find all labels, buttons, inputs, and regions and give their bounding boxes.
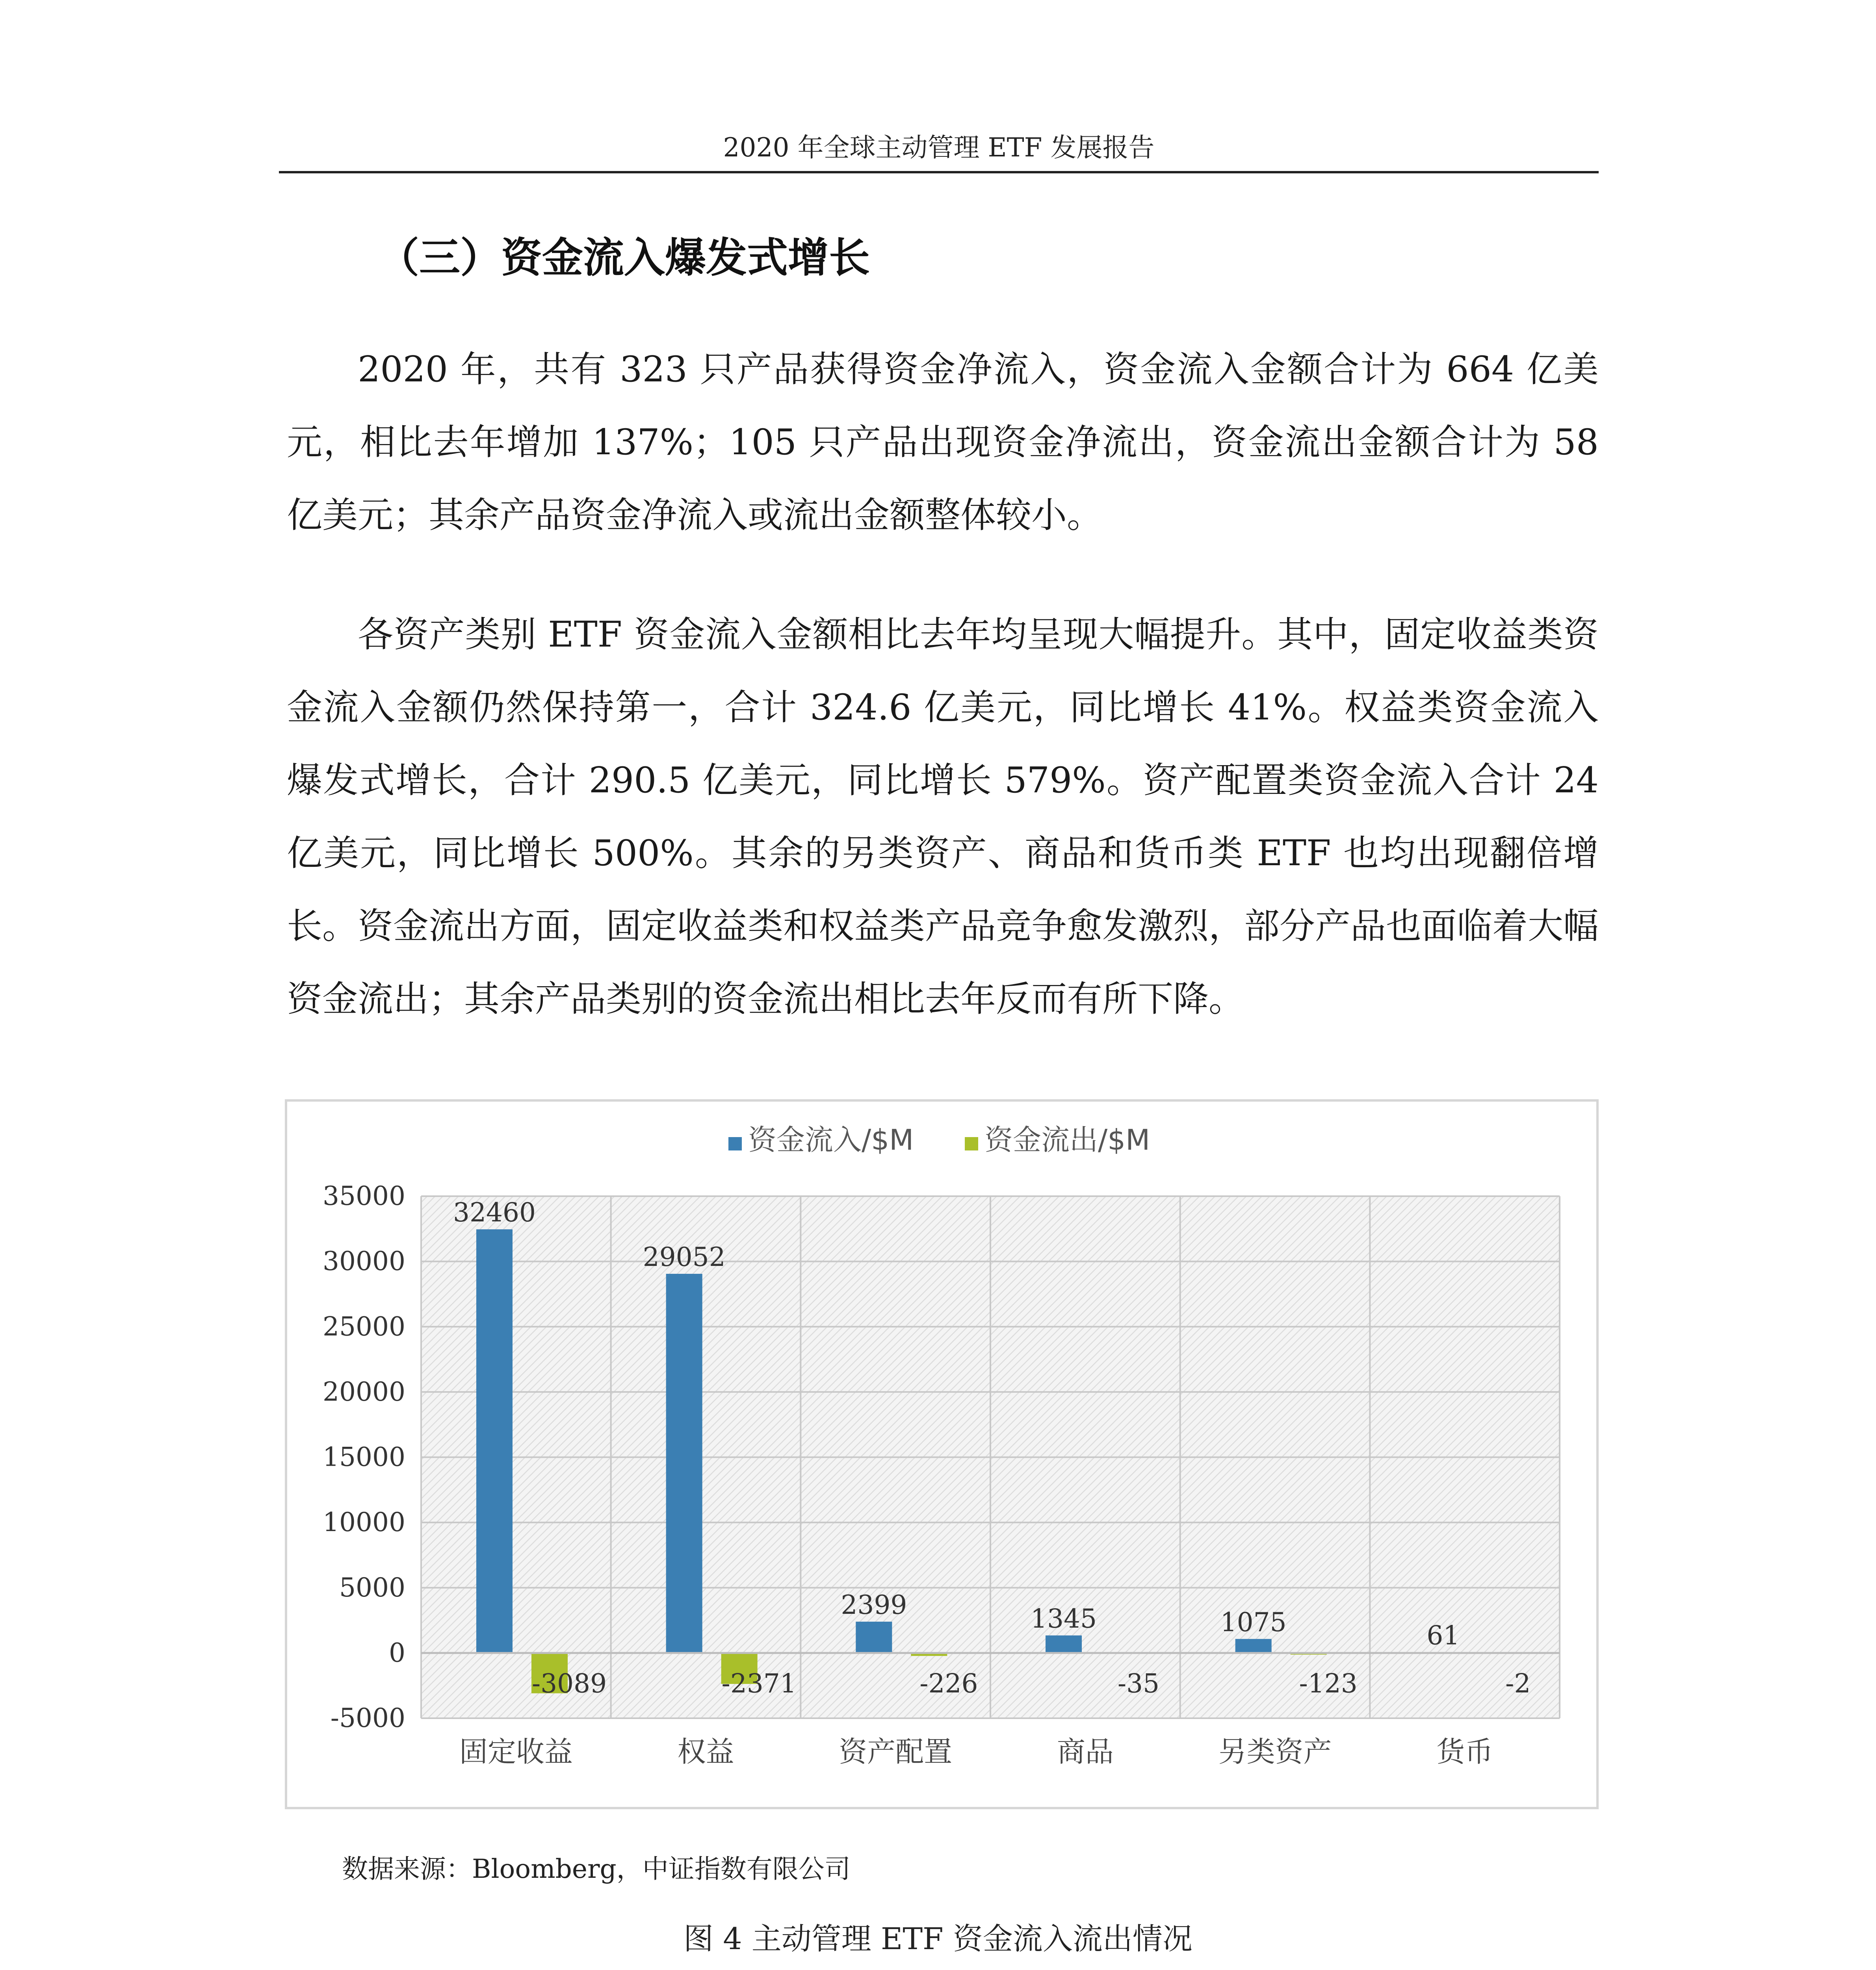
legend-label: 资金流出/$M [984,1123,1150,1156]
figure-caption: 图 4 主动管理 ETF 资金流入流出情况 [684,1921,1192,1956]
bar-inflow [856,1622,892,1653]
data-label-inflow: 1075 [1220,1607,1287,1637]
category-label: 固定收益 [459,1735,573,1768]
category-label: 权益 [677,1735,734,1768]
data-source-note: 数据来源：Bloomberg，中证指数有限公司 [342,1854,851,1884]
category-label: 商品 [1057,1735,1114,1768]
y-tick-label: 35000 [323,1181,405,1211]
y-tick-label: 10000 [323,1507,405,1538]
report-title: 2020 年全球主动管理 ETF 发展报告 [723,132,1155,163]
data-label-inflow: 1345 [1031,1603,1097,1634]
category-label: 另类资产 [1218,1735,1332,1768]
data-label-inflow: 29052 [643,1242,726,1273]
paragraph-fund-inflow-summary: 2020 年，共有 323 只产品获得资金净流入，资金流入金额合计为 664 亿美元，相比去年增加 137%；105 只产品出现资金净流出，资金流出金额合计为 58 亿美元；其余产品资金净流入或流出金额整体较小。 [287,349,1599,536]
bar-inflow [666,1274,702,1653]
bar-inflow [476,1229,513,1653]
data-label-inflow: 61 [1427,1620,1460,1651]
data-label-outflow: -226 [919,1668,978,1699]
data-label-outflow: -123 [1299,1668,1358,1699]
y-tick-label: -5000 [330,1703,405,1733]
category-label: 货币 [1436,1735,1493,1768]
data-label-outflow: -2 [1505,1668,1531,1699]
data-label-outflow: -3089 [531,1668,607,1699]
y-tick-label: 5000 [339,1572,405,1603]
data-label-outflow: -35 [1117,1668,1160,1699]
legend-swatch [728,1137,742,1150]
data-label-inflow: 2399 [841,1589,907,1620]
y-tick-label: 25000 [323,1311,405,1342]
legend-label: 资金流入/$M [748,1123,914,1156]
y-tick-label: 15000 [323,1442,405,1472]
y-tick-label: 20000 [323,1376,405,1407]
y-tick-label: 0 [389,1637,405,1668]
y-tick-label: 30000 [323,1246,405,1277]
page-header [279,130,1599,173]
paragraph-asset-class-flows: 各资产类别 ETF 资金流入金额相比去年均呈现大幅提升。其中，固定收益类资金流入金额仍然保持第一，合计 324.6 亿美元，同比增长 41%。权益类资金流入爆发式增长，合计 290.5 亿美元，同比增长 579%。资产配置类资金流入合计 24 亿美元，同比增长 500%。其余的另类资产、商品和货币类 ETF 也均出现翻倍增长。资金流出方面，固定收益类和权益类产品竞争愈发激烈，部分产品也面临着大幅资金流出；其余产品类别的资金流出相比去年反而有所下降。 [287,614,1599,1020]
bar-inflow [1046,1635,1082,1653]
category-label: 资产配置 [839,1735,953,1768]
chart-canvas [287,1102,1596,1807]
data-label-inflow: 32460 [453,1197,536,1228]
fund-flow-chart [285,1099,1599,1809]
legend-swatch [965,1137,978,1150]
data-label-outflow: -2371 [721,1668,797,1699]
section-title: （三）资金流入爆发式增长 [378,234,870,282]
bar-inflow [1235,1639,1272,1653]
